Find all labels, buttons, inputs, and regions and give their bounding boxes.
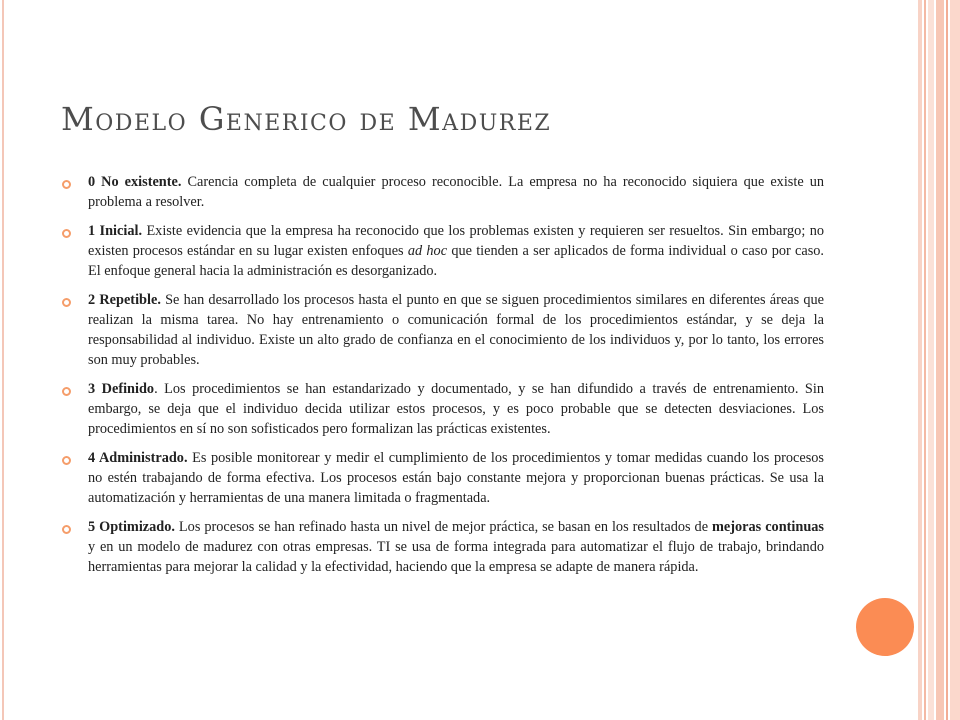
bullet-circle-icon <box>62 456 71 465</box>
bullet-circle-icon <box>62 229 71 238</box>
list-item <box>62 448 824 508</box>
item-text: Se han desarrollado los procesos hasta el punto en que se siguen procedimientos similares en diferentes áreas que realizan la misma tarea. No hay entrenamiento o comunicación formal de los procedimientos estándar, y se deja la responsabilidad al individuo. Existe un alto grado de confianza en el conocimiento de los individuos y, por lo tanto, los errores son muy probables. <box>88 292 824 368</box>
right-stripe <box>946 0 948 720</box>
item-label: 1 Inicial. <box>88 223 143 239</box>
item-label: 3 Definido <box>88 381 155 397</box>
list-item <box>62 172 824 212</box>
bullet-circle-icon <box>62 298 71 307</box>
item-label: 0 No existente. <box>88 174 182 190</box>
bullet-circle-icon <box>62 180 71 189</box>
right-stripe <box>950 0 960 720</box>
item-bold-text: mejoras continuas <box>712 519 824 535</box>
item-text: Es posible monitorear y medir el cumplimiento de los procedimientos y tomar medidas cuando los procesos no estén trabajando de forma efectiva. Los procesos están bajo constante mejora y proporcionan buenas prácticas. Se usa la automatización y herramientas de una manera limitada o fragmentada. <box>88 450 824 506</box>
item-text: Existe evidencia que la empresa ha reconocido que los problemas existen y requieren ser resueltos. Sin embargo; no existen procesos estándar en su lugar existen enfoques <box>88 223 824 259</box>
list-item <box>62 517 824 577</box>
item-label: 5 Optimizado. <box>88 519 175 535</box>
right-stripe <box>936 0 944 720</box>
left-border-line <box>2 0 4 720</box>
item-label: 2 Repetible. <box>88 292 161 308</box>
slide-title: Modelo Generico de Madurez <box>61 100 552 138</box>
right-stripe <box>918 0 922 720</box>
item-text: y en un modelo de madurez con otras empresas. TI se usa de forma integrada para automatizar el flujo de trabajo, brindando herramientas para mejorar la calidad y la efectividad, haciendo que la empresa se adapte de manera rápida. <box>88 539 824 575</box>
right-stripe <box>924 0 926 720</box>
list-item <box>62 290 824 370</box>
item-text: . Los procedimientos se han estandarizado y documentado, y se han difundido a través de entrenamiento. Sin embargo, se deja que el individuo decida utilizar estos procesos, y es poco probable que se detecten desviaciones. Los procedimientos en sí no son sofisticados pero formalizan las prácticas existentes. <box>88 381 824 437</box>
list-item <box>62 379 824 439</box>
item-label: 4 Administrado. <box>88 450 188 466</box>
right-stripe <box>928 0 934 720</box>
decorative-orange-circle <box>856 598 914 656</box>
item-text: que tienden a ser aplicados de forma individual o caso por caso. El enfoque general hacia la administración es desorganizado. <box>88 243 825 279</box>
bullet-circle-icon <box>62 525 71 534</box>
bullet-circle-icon <box>62 387 71 396</box>
item-text: Los procesos se han refinado hasta un nivel de mejor práctica, se basan en los resultados de <box>174 519 713 535</box>
item-text: Carencia completa de cualquier proceso reconocible. La empresa no ha reconocido siquiera que existe un problema a resolver. <box>88 174 824 210</box>
item-italic-text: ad hoc <box>407 243 448 259</box>
content-list <box>62 172 824 586</box>
list-item <box>62 221 824 281</box>
